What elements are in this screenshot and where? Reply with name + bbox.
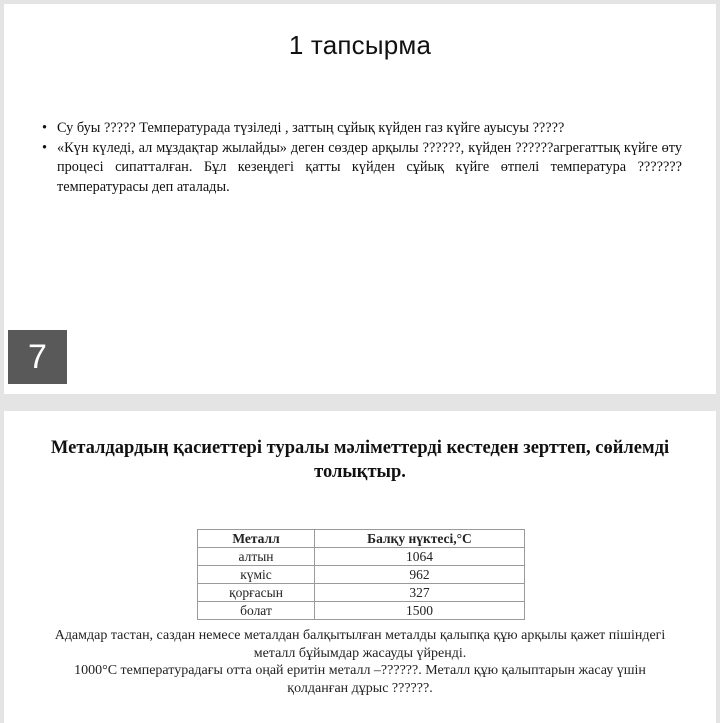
melting-point-cell: 327	[315, 584, 525, 602]
metal-name-cell: күміс	[198, 566, 315, 584]
melting-point-cell: 1500	[315, 602, 525, 620]
table-row	[198, 566, 525, 584]
table-row	[198, 602, 525, 620]
bullet-text: Су буы ????? Температурада түзіледі , заттың сұйық күйден газ күйге ауысуы ?????	[57, 120, 565, 136]
column-header-metal: Металл	[198, 530, 315, 548]
bullet-text: «Күн күледі, ал мұздақтар жылайды» деген сөздер арқылы ??????, күйден ??????агрегаттық күйге өту процесі сипатталған. Бұл кезеңдегі қатты күйден сұйық күйге өтпелі температура ??????? температурасы деп аталады.	[57, 139, 682, 195]
sentence-2: 1000°С температурадағы отта оңай еритін металл –??????. Металл құю қалыптарын жасау үшін қолданған дұрыс ??????.	[74, 663, 646, 696]
table-row	[198, 584, 525, 602]
table-row	[198, 548, 525, 566]
metal-name-cell: болат	[198, 602, 315, 620]
bullet-item	[42, 139, 682, 198]
bullet-item	[42, 119, 682, 139]
slide-title: 1 тапсырма	[288, 30, 432, 60]
melting-point-cell: 1064	[315, 548, 525, 566]
fill-in-sentences	[44, 627, 676, 697]
metals-table	[197, 529, 525, 620]
bullet-dot: •	[42, 139, 48, 156]
metal-name-cell: қорғасын	[198, 584, 315, 602]
metal-name-cell: алтын	[198, 548, 315, 566]
table-header-row	[198, 530, 525, 548]
sentence-1: Адамдар тастан, саздан немесе металдан балқытылған металды қалыпқа құю арқылы қажет пішіндегі металл бұйымдар жасауды үйренді.	[54, 628, 666, 661]
bullet-list	[42, 119, 682, 197]
melting-point-cell: 962	[315, 566, 525, 584]
slide-metals	[4, 411, 716, 723]
slide-number-badge: 7	[8, 330, 67, 384]
bullet-dot: •	[42, 120, 48, 136]
task-heading: Металдардың қасиеттері туралы мәліметтерді кестеден зерттеп, сөйлемді толықтыр.	[50, 438, 670, 482]
column-header-melting-point: Балқу нүктесі,°С	[315, 530, 525, 548]
slide-task-1	[4, 4, 716, 394]
